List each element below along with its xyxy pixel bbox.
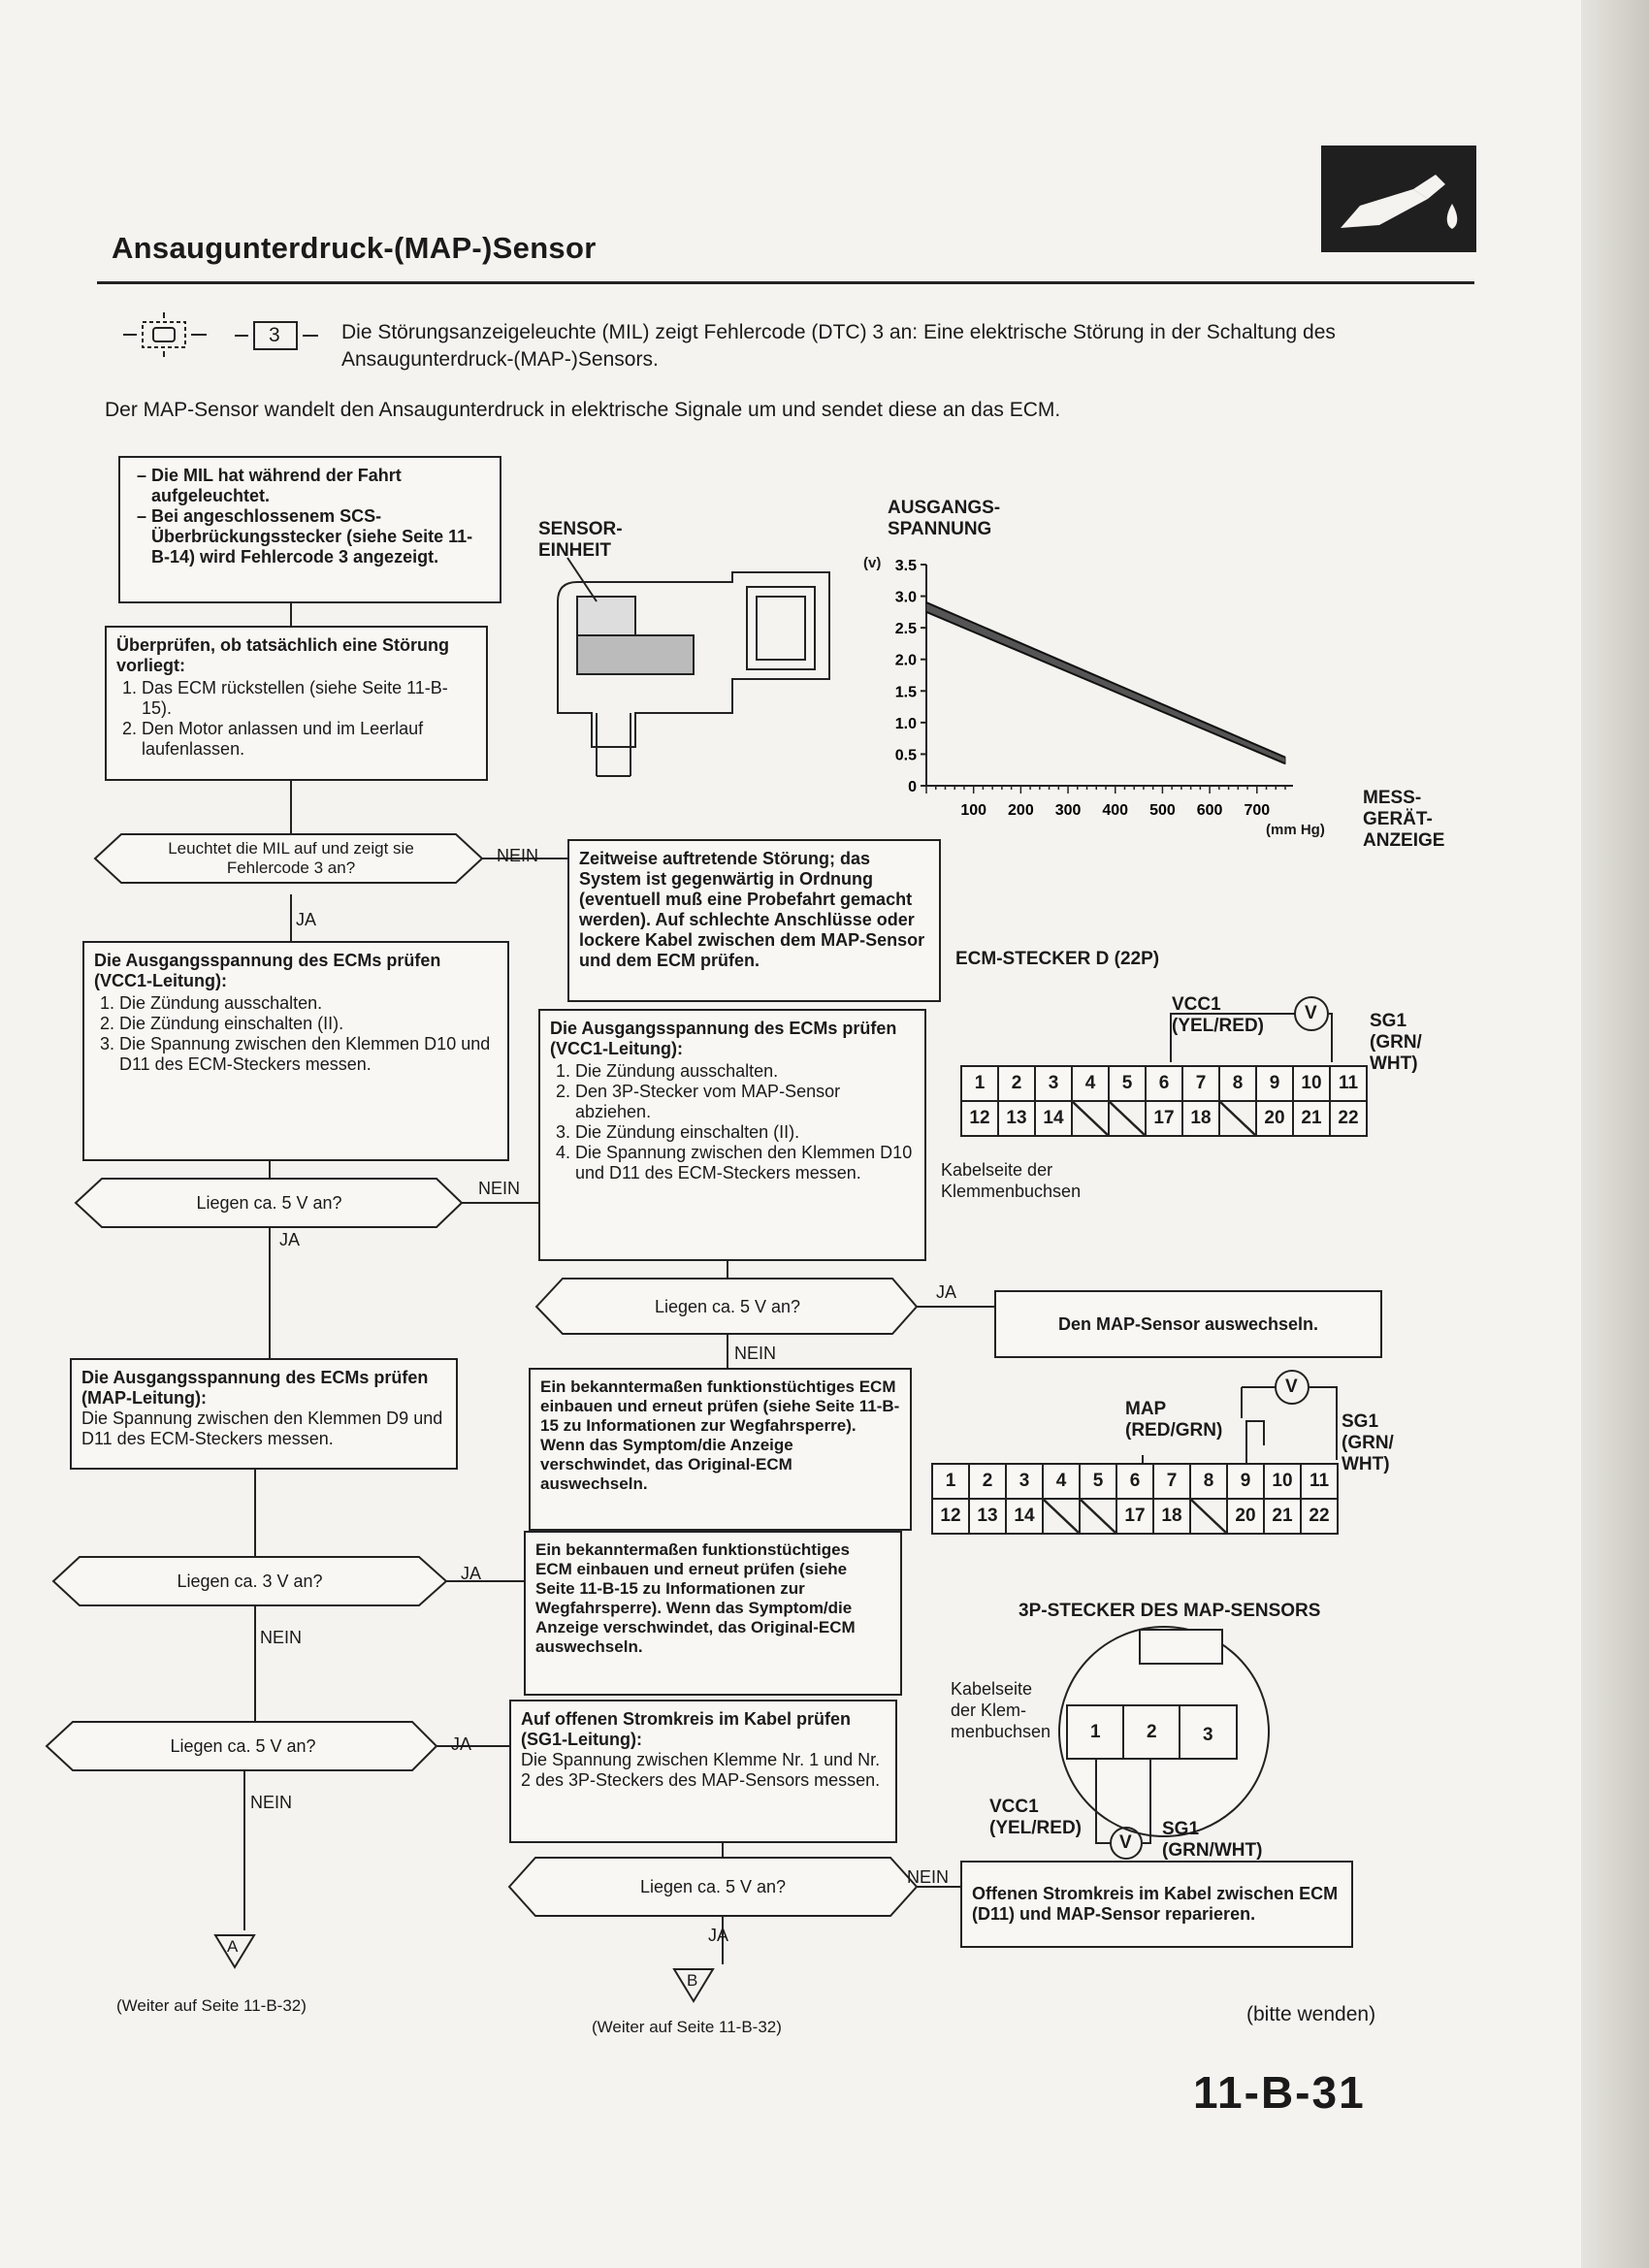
chart-y-tick-label: 2.0 [894, 652, 917, 669]
pin: 21 [1264, 1499, 1301, 1534]
decision-3v-label: Liegen ca. 3 V an? [177, 1571, 323, 1591]
map-3p-pin: 2 [1147, 1722, 1157, 1742]
check-vcc1-unplugged-step: 2. Den 3P-Stecker vom MAP-Sensor abziehen. [575, 1082, 915, 1122]
pin: 3 [1006, 1464, 1043, 1499]
chart-y-tick-label: 0 [908, 779, 917, 795]
pin: 6 [1116, 1464, 1153, 1499]
pin: 12 [932, 1499, 969, 1534]
yes-label: JA [279, 1230, 301, 1249]
pin: 3 [1035, 1066, 1072, 1101]
dtc-code: 3 [269, 324, 280, 346]
sensor-unit-label: SENSOR- EINHEIT [538, 519, 623, 561]
pin: 13 [969, 1499, 1006, 1534]
pin: 2 [998, 1066, 1035, 1101]
pin: 4 [1043, 1464, 1080, 1499]
verify-fault-title: Überprüfen, ob tatsächlich eine Störung vorliegt: [116, 635, 450, 675]
check-vcc1-unplugged-title: Die Ausgangsspannung des ECMs prüfen (VCC1-Leitung): [550, 1019, 897, 1058]
symptom-item: – Die MIL hat während der Fahrt aufgeleuchtet. [151, 466, 490, 506]
chart-y-tick-label: 3.0 [894, 589, 917, 606]
map-3p-sg1-label: SG1 (GRN/WHT) [1162, 1819, 1263, 1861]
chart-x-tick-label: 100 [960, 802, 987, 819]
check-sg1-text: Die Spannung zwischen Klemme Nr. 1 und Nr. 2 des 3P-Steckers des MAP-Sensors messen. [521, 1750, 881, 1790]
check-vcc1-step: 1. Die Zündung ausschalten. [119, 993, 498, 1014]
pin: 12 [961, 1101, 998, 1136]
pin: 1 [961, 1066, 998, 1101]
no-label: NEIN [250, 1793, 293, 1812]
check-vcc1-title: Die Ausgangsspannung des ECMs prüfen (VCC1-Leitung): [94, 951, 441, 990]
check-vcc1-step: 3. Die Spannung zwischen den Klemmen D10 und D11 des ECM-Steckers messen. [119, 1034, 498, 1075]
page-number: 11-B-31 [1193, 2067, 1366, 2118]
pin: 8 [1219, 1066, 1256, 1101]
map-3p-meter: V [1119, 1832, 1132, 1853]
check-vcc1-step: 2. Die Zündung einschalten (II). [119, 1014, 498, 1034]
pin: 18 [1182, 1101, 1219, 1136]
verify-step: 1. Das ECM rückstellen (siehe Seite 11-B-15). [142, 678, 476, 719]
decision-5v-1-label: Liegen ca. 5 V an? [196, 1192, 342, 1213]
page-title: Ansaugunterdruck-(MAP-)Sensor [112, 231, 597, 265]
map-3p-pin: 1 [1090, 1722, 1101, 1742]
decision-mil-label: Leuchtet die MIL auf und zeigt sie Fehlercode 3 an? [168, 839, 414, 877]
pin: 9 [1227, 1464, 1264, 1499]
ecm-map-label: MAP (RED/GRN) [1125, 1399, 1223, 1441]
ecm-meter-symbol: V [1305, 1003, 1317, 1023]
pin: 17 [1146, 1101, 1182, 1136]
chart-y-tick-label: 1.5 [894, 684, 917, 701]
decision-5v-2-label: Liegen ca. 5 V an? [654, 1296, 801, 1316]
ecm-meter-symbol-2: V [1285, 1377, 1298, 1397]
yes-label: JA [451, 1734, 472, 1754]
pin: 4 [1072, 1066, 1109, 1101]
pin: 10 [1293, 1066, 1330, 1101]
pin: 10 [1264, 1464, 1301, 1499]
continue-note-b: (Weiter auf Seite 11-B-32) [592, 2018, 782, 2036]
pin: 7 [1153, 1464, 1190, 1499]
continue-note-a: (Weiter auf Seite 11-B-32) [116, 1996, 307, 2015]
pin: 6 [1146, 1066, 1182, 1101]
check-vcc1-unplugged-step: 3. Die Zündung einschalten (II). [575, 1122, 915, 1143]
yes-label: JA [936, 1282, 957, 1302]
chart-y-tick-label: 3.5 [894, 558, 917, 574]
ecm-side-label: Kabelseite der Klemmenbuchsen [941, 1160, 1082, 1201]
chart-x-tick-label: 600 [1196, 802, 1223, 819]
ecm-swap-text: Ein bekanntermaßen funktionstüchtiges ECM einbauen und erneut prüfen (siehe Seite 11-B-15 zu Informationen zur Wegfahrsperre). Wenn das Symptom/die Anzeige verschwindet, das Original-ECM auswechseln. [540, 1377, 900, 1493]
chart-xlabel: MESS- GERÄT- ANZEIGE [1363, 788, 1445, 851]
symptom-item: – Bei angeschlossenem SCS-Überbrückungsstecker (siehe Seite 11-B-14) wird Fehlercode 3 angezeigt. [151, 506, 490, 567]
chart-yunit: (v) [863, 555, 882, 571]
ecm-connector-title: ECM-STECKER D (22P) [955, 949, 1160, 969]
ecm-sg1-label-2: SG1 (GRN/ WHT) [1342, 1411, 1394, 1474]
ecm-sg1-label: SG1 (GRN/ WHT) [1370, 1011, 1422, 1074]
pin: 13 [998, 1101, 1035, 1136]
pin: 18 [1153, 1499, 1190, 1534]
chart-y-tick-label: 1.0 [894, 715, 917, 732]
repair-open-circuit-text: Offenen Stromkreis im Kabel zwischen ECM (D11) und MAP-Sensor reparieren. [972, 1884, 1339, 1924]
ecm-vcc1-label: VCC1 (YEL/RED) [1172, 994, 1264, 1036]
pin: 14 [1006, 1499, 1043, 1534]
pin: 22 [1330, 1101, 1367, 1136]
map-3p-side-label: Kabelseite der Klem- menbuchsen [951, 1679, 1051, 1741]
no-label: NEIN [734, 1344, 777, 1363]
pin: 21 [1293, 1101, 1330, 1136]
pin: 11 [1330, 1066, 1367, 1101]
verify-step: 2. Den Motor anlassen und im Leerlauf laufenlassen. [142, 719, 476, 760]
no-label: NEIN [478, 1179, 521, 1198]
connector-b-label: B [687, 1971, 698, 1990]
chart-x-tick-label: 500 [1149, 802, 1176, 819]
no-label: NEIN [497, 846, 539, 865]
no-label: NEIN [907, 1867, 950, 1887]
description: Der MAP-Sensor wandelt den Ansaugunterdruck in elektrische Signale um und sendet diese an das ECM. [105, 399, 1061, 421]
decision-5v-3-label: Liegen ca. 5 V an? [170, 1735, 316, 1756]
chart-x-tick-label: 700 [1244, 802, 1271, 819]
chart-y-tick-label: 0.5 [894, 747, 917, 764]
intro-line-1: Die Störungsanzeigeleuchte (MIL) zeigt Fehlercode (DTC) 3 an: Eine elektrische Störung in der Schaltung des [341, 321, 1336, 343]
intermittent-fault-text: Zeitweise auftretende Störung; das System ist gegenwärtig in Ordnung (eventuell muß eine Probefahrt gemacht werden). Auf schlechte Anschlüsse oder lockere Kabel zwischen dem MAP-Sensor und dem ECM prüfen. [579, 849, 925, 970]
yes-label: JA [461, 1564, 482, 1583]
pin: 20 [1227, 1499, 1264, 1534]
no-label: NEIN [260, 1628, 303, 1647]
pin: 5 [1109, 1066, 1146, 1101]
yes-label: JA [296, 910, 317, 929]
pin: 14 [1035, 1101, 1072, 1136]
pin: 2 [969, 1464, 1006, 1499]
check-sg1-title: Auf offenen Stromkreis im Kabel prüfen (SG1-Leitung): [521, 1709, 852, 1749]
check-map-line-text: Die Spannung zwischen den Klemmen D9 und D11 des ECM-Steckers messen. [81, 1409, 443, 1448]
ecm-swap-text: Ein bekanntermaßen funktionstüchtiges ECM einbauen und erneut prüfen (siehe Seite 11-B-15 zu Informationen zur Wegfahrsperre). Wenn das Symptom/die Anzeige verschwindet, das Original-ECM auswechseln. [535, 1540, 856, 1656]
map-3p-vcc1-label: VCC1 (YEL/RED) [989, 1797, 1082, 1838]
check-vcc1-unplugged-step: 4. Die Spannung zwischen den Klemmen D10 und D11 des ECM-Steckers messen. [575, 1143, 915, 1183]
chart-ylabel: AUSGANGS- SPANNUNG [888, 498, 1001, 539]
connector-a-label: A [227, 1937, 239, 1956]
decision-5v-4-label: Liegen ca. 5 V an? [639, 1876, 787, 1896]
check-map-line-title: Die Ausgangsspannung des ECMs prüfen (MAP-Leitung): [81, 1368, 429, 1408]
pin: 7 [1182, 1066, 1219, 1101]
pin: 1 [932, 1464, 969, 1499]
chart-y-tick-label: 2.5 [894, 621, 917, 638]
pin: 5 [1080, 1464, 1116, 1499]
replace-sensor-text: Den MAP-Sensor auswechseln. [1057, 1313, 1319, 1334]
pin: 17 [1116, 1499, 1153, 1534]
pin: 8 [1190, 1464, 1227, 1499]
pin: 9 [1256, 1066, 1293, 1101]
check-vcc1-unplugged-step: 1. Die Zündung ausschalten. [575, 1061, 915, 1082]
yes-label: JA [708, 1926, 729, 1945]
chart-x-tick-label: 300 [1054, 802, 1082, 819]
pin: 22 [1301, 1499, 1338, 1534]
chart-xunit: (mm Hg) [1266, 822, 1325, 838]
pin: 20 [1256, 1101, 1293, 1136]
turn-page-note: (bitte wenden) [1246, 2003, 1376, 2025]
intro-line-2: Ansaugunterdruck-(MAP-)Sensors. [341, 348, 659, 371]
chart-x-tick-label: 400 [1102, 802, 1129, 819]
map-3p-pin: 3 [1203, 1725, 1213, 1745]
pin: 11 [1301, 1464, 1338, 1499]
map-3p-title: 3P-STECKER DES MAP-SENSORS [1018, 1601, 1321, 1621]
chart-x-tick-label: 200 [1008, 802, 1034, 819]
